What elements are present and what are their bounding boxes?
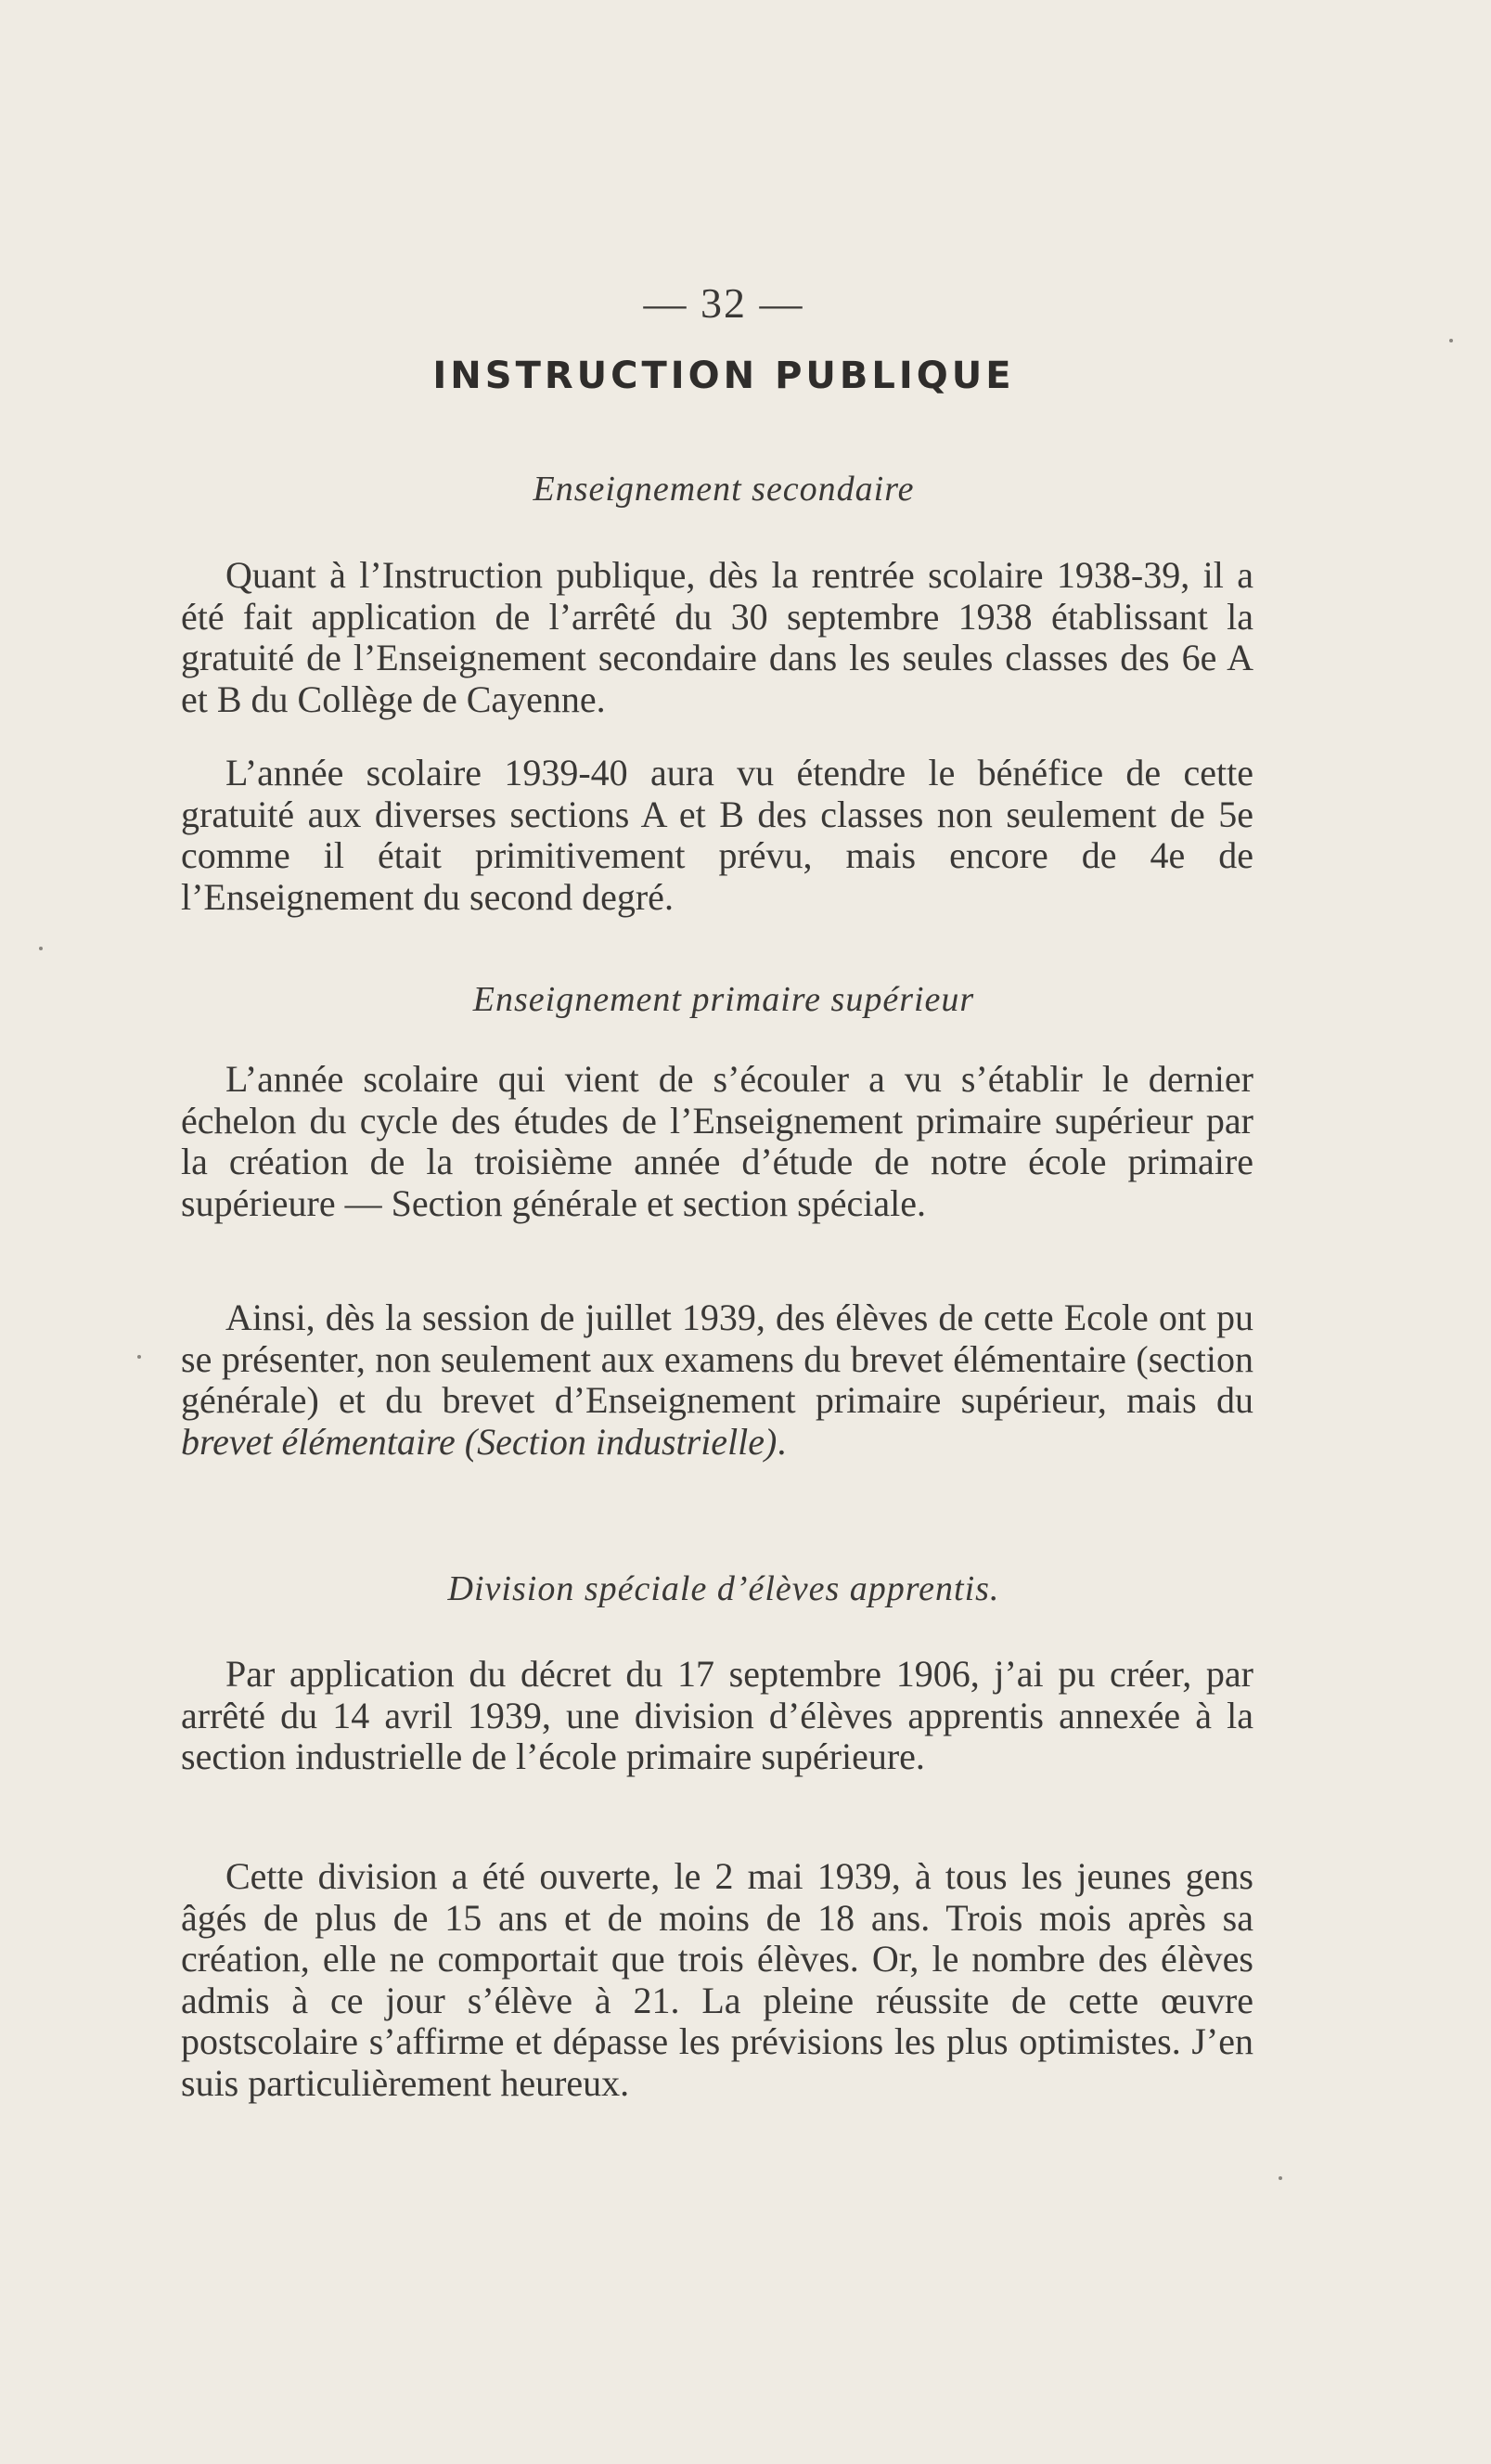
scan-speck (1449, 339, 1453, 342)
paragraph-tail: . (777, 1420, 787, 1463)
paragraph: Cette division a été ouverte, le 2 mai 1939, à tous les jeunes gens âgés de plus de 15 ans et de moins de 18 ans. Trois mois après sa création, elle ne comportait que trois élèves. Or, le nombre des élèves admis à ce jour s’élève à 21. La pleine réussite de cette œuvre postscolaire s’affirme et dépasse les prévisions les plus optimistes. J’en suis particulièrement heureux. (181, 1855, 1253, 2104)
section-heading-apprentices: Division spéciale d’élèves apprentis. (447, 1569, 1000, 1608)
paragraph: Par application du décret du 17 septembre 1906, j’ai pu créer, par arrêté du 14 avril 1939, une division d’élèves apprentis annexée à la section industrielle de l’école primaire supérieure. (181, 1653, 1253, 1777)
page-title: INSTRUCTION PUBLIQUE (432, 355, 1015, 397)
paragraph-lead: Ainsi, dès la session de juillet 1939, des élèves de cette Ecole ont pu se présenter, non seulement aux examens du brevet élémentaire (section générale) et du brevet d’Enseignement primaire supérieur, mais du (181, 1297, 1253, 1421)
scan-speck (137, 1355, 141, 1359)
paragraph: L’année scolaire qui vient de s’écouler a vu s’établir le dernier échelon du cycle des études de l’Enseignement primaire supérieur par la création de la troisième année d’étude de notre école primaire supérieure — Section générale et section spéciale. (181, 1058, 1253, 1224)
paragraph: L’année scolaire 1939-40 aura vu étendre le bénéfice de cette gratuité aux diverses sections A et B des classes non seulement de 5e comme il était primitivement prévu, mais encore de 4e de l’Enseignement du second degré. (181, 752, 1253, 918)
scan-speck (39, 947, 43, 950)
scan-speck (1279, 2176, 1282, 2180)
paragraph: Quant à l’Instruction publique, dès la rentrée scolaire 1938-39, il a été fait application de l’arrêté du 30 septembre 1938 établissant la gratuité de l’Enseignement secondaire dans les seules classes des 6e A et B du Collège de Cayenne. (181, 554, 1253, 720)
page-number: — 32 — (643, 279, 804, 327)
paragraph-italic: brevet élémentaire (Section industrielle) (181, 1420, 778, 1463)
paragraph-mixed (181, 1297, 1253, 1463)
section-heading-secondary: Enseignement secondaire (533, 470, 915, 509)
section-heading-primary-superior: Enseignement primaire supérieur (472, 980, 975, 1019)
